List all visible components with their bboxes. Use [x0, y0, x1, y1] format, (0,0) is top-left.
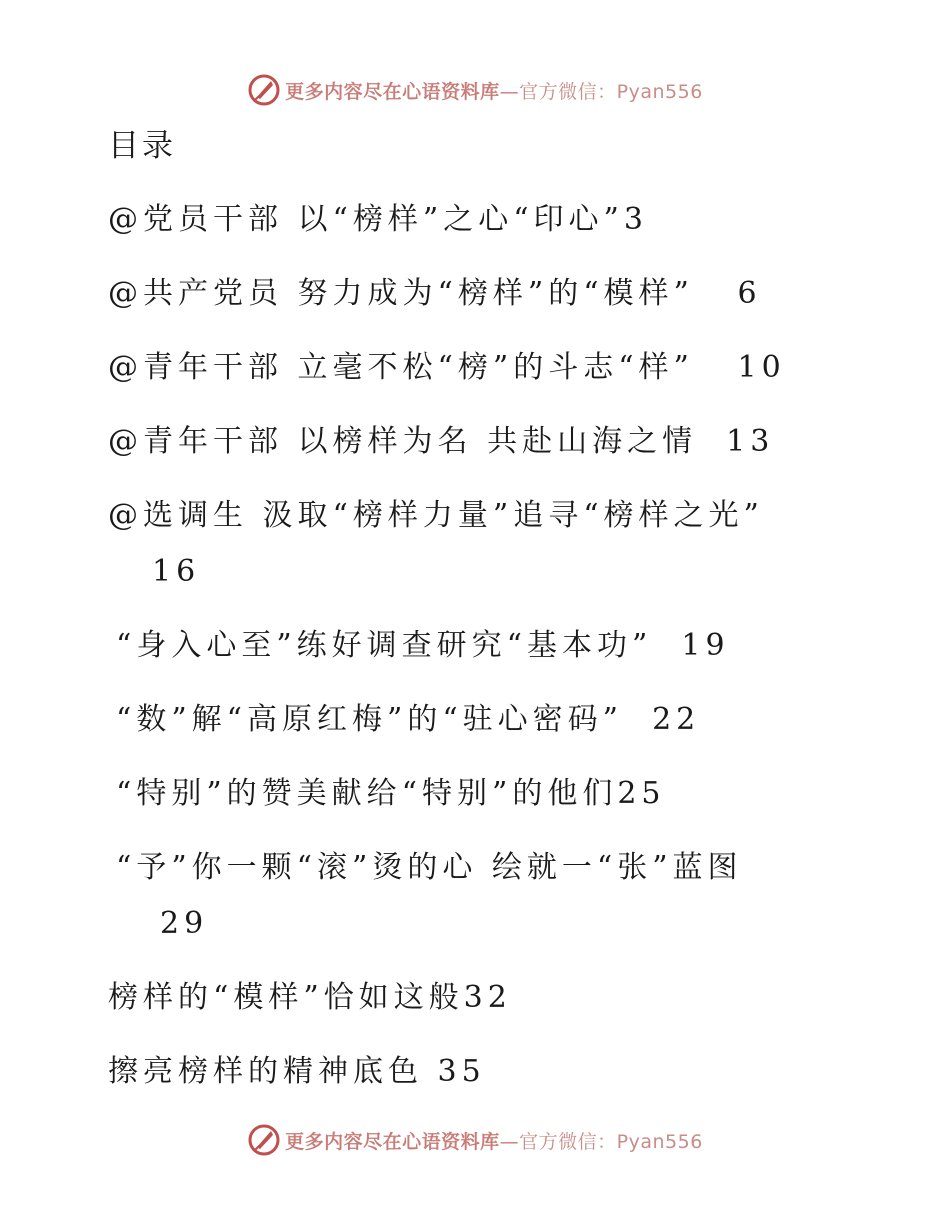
watermark-text: [285, 77, 703, 104]
toc-entry-text: @青年干部 以榜样为名 共赴山海之情 13: [108, 424, 775, 459]
toc-entry-page: 29: [160, 906, 209, 941]
toc-title: 目录: [108, 128, 176, 164]
toc-entry[interactable]: [108, 414, 838, 470]
toc-entry[interactable]: [108, 840, 838, 952]
toc-entry-text: 擦亮榜样的精神底色 35: [108, 1054, 486, 1089]
toc-entry[interactable]: [108, 340, 838, 396]
watermark-cn: 更多内容尽在心语资料库: [285, 80, 500, 103]
toc-entry[interactable]: [108, 692, 838, 748]
quill-pen-logo-icon: [247, 1123, 281, 1157]
toc-entry-text: @选调生 汲取“榜样力量”追寻“榜样之光”: [108, 498, 764, 533]
toc-entry-text: “身入心至”练好调查研究“基本功” 19: [116, 628, 730, 663]
toc-entry-text: 榜样的“模样”恰如这般32: [108, 980, 512, 1015]
watermark-text: [285, 1127, 703, 1154]
watermark-wechat: 官方微信：Pyan556: [519, 1130, 703, 1153]
toc-entry-text: @共产党员 努力成为“榜样”的“模样” 6: [108, 276, 762, 311]
watermark-banner-top: [0, 70, 950, 110]
toc-entry[interactable]: [108, 1044, 838, 1100]
toc-entry[interactable]: [108, 192, 838, 248]
toc-entry-text: “特别”的赞美献给“特别”的他们25: [116, 776, 666, 811]
toc-entry[interactable]: [108, 970, 838, 1026]
toc-entry[interactable]: [108, 618, 838, 674]
watermark-dash: —: [499, 1130, 520, 1153]
watermark-cn: 更多内容尽在心语资料库: [285, 1130, 500, 1153]
watermark-wechat: 官方微信：Pyan556: [519, 80, 703, 103]
toc-entry[interactable]: [108, 488, 838, 600]
table-of-contents: [108, 118, 838, 1100]
toc-entry-text: @青年干部 立毫不松“榜”的斗志“样” 10: [108, 350, 786, 385]
watermark-dash: —: [499, 80, 520, 103]
watermark-banner-bottom: [0, 1120, 950, 1160]
toc-entry-page: 16: [152, 554, 201, 589]
quill-pen-logo-icon: [247, 73, 281, 107]
toc-entry[interactable]: [108, 766, 838, 822]
toc-entry-text: @党员干部 以“榜样”之心“印心”3: [108, 202, 648, 237]
toc-entry[interactable]: [108, 266, 838, 322]
toc-entry-text: “予”你一颗“滚”烫的心 绘就一“张”蓝图: [116, 850, 743, 885]
toc-entry-text: “数”解“高原红梅”的“驻心密码” 22: [116, 702, 701, 737]
